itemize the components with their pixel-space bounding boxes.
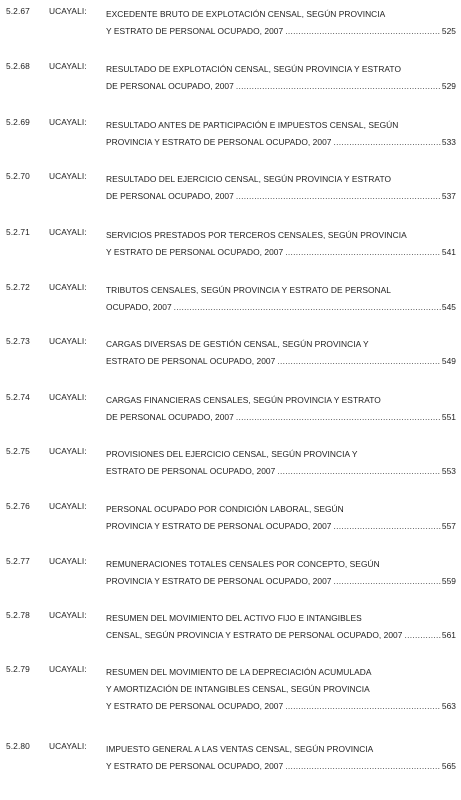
entry-title xyxy=(106,6,456,40)
entry-title-text: OCUPADO, 2007 xyxy=(106,302,172,312)
entry-title-line: RESULTADO ANTES DE PARTICIPACIÓN E IMPUESTOS CENSAL, SEGÚN xyxy=(106,120,399,130)
dot-leader xyxy=(236,188,441,205)
entry-region: UCAYALI: xyxy=(49,6,87,16)
dot-leader xyxy=(404,627,440,644)
entry-region: UCAYALI: xyxy=(49,741,87,751)
entry-number: 5.2.71 xyxy=(6,227,30,237)
entry-region: UCAYALI: xyxy=(49,282,87,292)
entry-title-text: PROVINCIA Y ESTRATO DE PERSONAL OCUPADO, 2007 xyxy=(106,521,332,531)
dot-leader xyxy=(285,244,441,261)
entry-title-text: Y ESTRATO DE PERSONAL OCUPADO, 2007 xyxy=(106,761,284,771)
entry-number: 5.2.73 xyxy=(6,336,30,346)
page-number[interactable]: 537 xyxy=(441,191,456,201)
entry-title-line xyxy=(106,463,456,480)
entry-title-text: DE PERSONAL OCUPADO, 2007 xyxy=(106,81,234,91)
entry-title-line xyxy=(106,78,456,95)
entry-number: 5.2.69 xyxy=(6,117,30,127)
entry-title-line: IMPUESTO GENERAL A LAS VENTAS CENSAL, SEGÚN PROVINCIA xyxy=(106,744,374,754)
entry-title-text: Y ESTRATO DE PERSONAL OCUPADO, 2007 xyxy=(106,26,284,36)
entry-title xyxy=(106,446,456,480)
entry-title-line xyxy=(106,573,456,590)
entry-title xyxy=(106,392,456,426)
dot-leader xyxy=(236,409,441,426)
entry-title-line: EXCEDENTE BRUTO DE EXPLOTACIÓN CENSAL, SEGÚN PROVINCIA xyxy=(106,9,386,19)
dot-leader xyxy=(236,78,441,95)
entry-title xyxy=(106,336,456,370)
entry-title-line xyxy=(106,23,456,40)
entry-title-line: RESUMEN DEL MOVIMIENTO DEL ACTIVO FIJO E INTANGIBLES xyxy=(106,613,362,623)
dot-leader xyxy=(334,518,441,535)
entry-number: 5.2.72 xyxy=(6,282,30,292)
entry-region: UCAYALI: xyxy=(49,227,87,237)
entry-number: 5.2.80 xyxy=(6,741,30,751)
entry-number: 5.2.74 xyxy=(6,392,30,402)
dot-leader xyxy=(174,299,441,316)
entry-number: 5.2.76 xyxy=(6,501,30,511)
entry-region: UCAYALI: xyxy=(49,61,87,71)
entry-title-line xyxy=(106,188,456,205)
entry-number: 5.2.77 xyxy=(6,556,30,566)
entry-region: UCAYALI: xyxy=(49,336,87,346)
page-number[interactable]: 563 xyxy=(441,701,456,711)
page-number[interactable]: 561 xyxy=(441,630,456,640)
entry-title-text: ESTRATO DE PERSONAL OCUPADO, 2007 xyxy=(106,356,276,366)
entry-title-line xyxy=(106,698,456,715)
entry-title-text: DE PERSONAL OCUPADO, 2007 xyxy=(106,412,234,422)
page-number[interactable]: 525 xyxy=(441,26,456,36)
entry-title-text: DE PERSONAL OCUPADO, 2007 xyxy=(106,191,234,201)
entry-region: UCAYALI: xyxy=(49,610,87,620)
entry-title-line: REMUNERACIONES TOTALES CENSALES POR CONCEPTO, SEGÚN xyxy=(106,559,380,569)
entry-title-line: Y AMORTIZACIÓN DE INTANGIBLES CENSAL, SEGÚN PROVINCIA xyxy=(106,684,370,694)
entry-title-text: Y ESTRATO DE PERSONAL OCUPADO, 2007 xyxy=(106,701,284,711)
entry-region: UCAYALI: xyxy=(49,664,87,674)
page-number[interactable]: 551 xyxy=(441,412,456,422)
entry-number: 5.2.75 xyxy=(6,446,30,456)
page-number[interactable]: 529 xyxy=(441,81,456,91)
entry-region: UCAYALI: xyxy=(49,501,87,511)
entry-title-text: PROVINCIA Y ESTRATO DE PERSONAL OCUPADO, 2007 xyxy=(106,137,332,147)
entry-title-line xyxy=(106,353,456,370)
entry-title-line xyxy=(106,299,456,316)
entry-title-line: PERSONAL OCUPADO POR CONDICIÓN LABORAL, SEGÚN xyxy=(106,504,344,514)
entry-number: 5.2.79 xyxy=(6,664,30,674)
entry-title-line: CARGAS DIVERSAS DE GESTIÓN CENSAL, SEGÚN PROVINCIA Y xyxy=(106,339,369,349)
entry-title xyxy=(106,171,456,205)
entry-title xyxy=(106,501,456,535)
entry-title-line xyxy=(106,518,456,535)
entry-title-text: CENSAL, SEGÚN PROVINCIA Y ESTRATO DE PERSONAL OCUPADO, 2007 xyxy=(106,630,403,640)
entry-region: UCAYALI: xyxy=(49,446,87,456)
entry-title-line: PROVISIONES DEL EJERCICIO CENSAL, SEGÚN PROVINCIA Y xyxy=(106,449,358,459)
dot-leader xyxy=(277,353,441,370)
entry-number: 5.2.68 xyxy=(6,61,30,71)
entry-title xyxy=(106,282,456,316)
entry-title xyxy=(106,610,456,644)
entry-title-line xyxy=(106,134,456,151)
entry-title-text: Y ESTRATO DE PERSONAL OCUPADO, 2007 xyxy=(106,247,284,257)
entry-region: UCAYALI: xyxy=(49,171,87,181)
entry-title-line xyxy=(106,627,456,644)
entry-region: UCAYALI: xyxy=(49,392,87,402)
entry-number: 5.2.67 xyxy=(6,6,30,16)
page-number[interactable]: 559 xyxy=(441,576,456,586)
page-number[interactable]: 533 xyxy=(441,137,456,147)
entry-title-line: CARGAS FINANCIERAS CENSALES, SEGÚN PROVINCIA Y ESTRATO xyxy=(106,395,381,405)
entry-title-text: PROVINCIA Y ESTRATO DE PERSONAL OCUPADO, 2007 xyxy=(106,576,332,586)
entry-title-line: RESUMEN DEL MOVIMIENTO DE LA DEPRECIACIÓN ACUMULADA xyxy=(106,667,372,677)
dot-leader xyxy=(285,758,441,775)
entry-title-line xyxy=(106,244,456,261)
entry-title-line: RESULTADO DEL EJERCICIO CENSAL, SEGÚN PROVINCIA Y ESTRATO xyxy=(106,174,392,184)
entry-title-line xyxy=(106,758,456,775)
page-number[interactable]: 557 xyxy=(441,521,456,531)
entry-title xyxy=(106,227,456,261)
entry-title-line: TRIBUTOS CENSALES, SEGÚN PROVINCIA Y ESTRATO DE PERSONAL xyxy=(106,285,391,295)
entry-title xyxy=(106,61,456,95)
entry-title xyxy=(106,664,456,715)
page-number[interactable]: 553 xyxy=(441,466,456,476)
entry-title-line: RESULTADO DE EXPLOTACIÓN CENSAL, SEGÚN PROVINCIA Y ESTRATO xyxy=(106,64,402,74)
entry-number: 5.2.78 xyxy=(6,610,30,620)
entry-region: UCAYALI: xyxy=(49,117,87,127)
page-number[interactable]: 565 xyxy=(441,761,456,771)
page-number[interactable]: 549 xyxy=(441,356,456,366)
page-number[interactable]: 541 xyxy=(441,247,456,257)
dot-leader xyxy=(285,698,441,715)
entry-title-line xyxy=(106,409,456,426)
entry-title-text: ESTRATO DE PERSONAL OCUPADO, 2007 xyxy=(106,466,276,476)
entry-title xyxy=(106,741,456,775)
entry-title-line: SERVICIOS PRESTADOS POR TERCEROS CENSALES, SEGÚN PROVINCIA xyxy=(106,230,407,240)
entry-title xyxy=(106,556,456,590)
dot-leader xyxy=(285,23,441,40)
dot-leader xyxy=(277,463,441,480)
dot-leader xyxy=(334,573,441,590)
dot-leader xyxy=(334,134,441,151)
entry-number: 5.2.70 xyxy=(6,171,30,181)
entry-title xyxy=(106,117,456,151)
page-number[interactable]: 545 xyxy=(441,302,456,312)
entry-region: UCAYALI: xyxy=(49,556,87,566)
